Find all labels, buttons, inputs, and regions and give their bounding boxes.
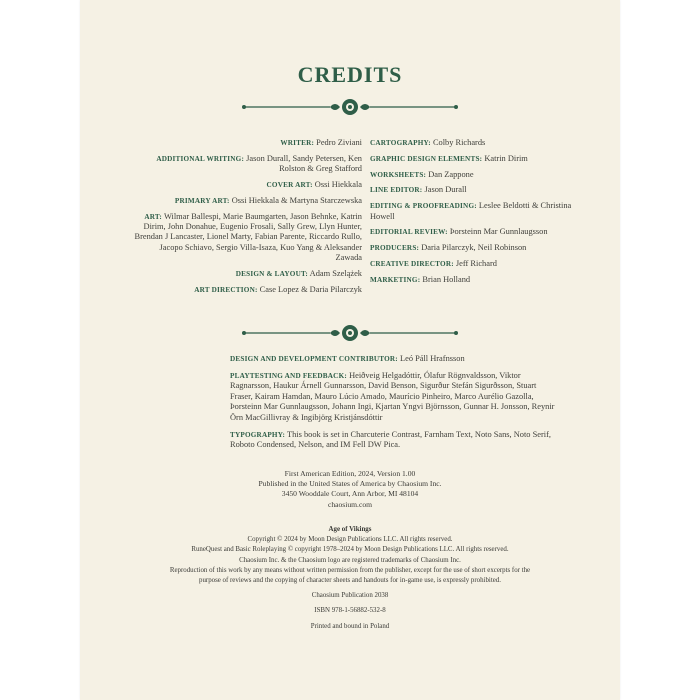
credit-entry: ART: Wilmar Ballespi, Marie Baumgarten, Jason Behnke, Katrin Dirim, John Donahue, Eugenio Frosali, Sally Grew, Llyn Hunter, Brendan J Lancaster, Lionel Marty, Fabian Parente, Riccardo Rullo, Jacopo Schiavo, Sergio Villa-Isaza, Kuo Yang & Aleksander Zawada [134,211,362,263]
edition-line: First American Edition, 2024, Version 1.00 [284,469,416,478]
copyright-line: RuneQuest and Basic Roleplaying © copyright 1978–2024 by Moon Design Publications LLC. All rights reserved. [191,546,509,554]
credit-entry: TYPOGRAPHY: This book is set in Charcuterie Contrast, Farnham Text, Noto Sans, Noto Serif, Roboto Condensed, Nelson, and IM Fell DW Pica. [230,429,551,450]
ornament-divider-middle [240,322,460,344]
credit-entry: EDITORIAL REVIEW: Þorsteinn Mar Gunnlaugsson [370,227,548,237]
credit-entry: CARTOGRAPHY: Colby Richards [370,138,486,147]
trademark-line: Chaosium Inc. & the Chaosium logo are registered trademarks of Chaosium Inc. [239,556,461,564]
contributors-section [230,354,560,457]
credit-entry: PRODUCERS: Daria Pilarczyk, Neil Robinson [370,243,527,253]
edition-info [80,469,620,510]
credit-entry: PRIMARY ART: Ossi Hiekkala & Martyna Starczewska [174,195,362,205]
page-title: CREDITS [297,62,403,87]
ornament-divider-top [240,96,460,118]
credits-right-column [370,138,580,291]
credits-left-column [132,138,362,301]
credit-entry: ART DIRECTION: Case Lopez & Daria Pilarczyk [194,284,362,294]
reproduction-notice: purpose of reviews and the copying of character sheets and handouts for in-game use, is expressly prohibited. [199,577,501,585]
website-line: chaosium.com [327,499,373,509]
credit-entry: PLAYTESTING AND FEEDBACK: Heiðveig Helgadóttir, Ólafur Rögnvaldsson, Viktor Ragnarsson, Haukur Árnell Gunnarsson, David Benson, Sigurður Stefán Sigurðsson, Stuart Fraser, Kairam Hamdan, Mauro Lúcio Amado, Maurício Pinheiro, Marco Aurélio Gazolla, Þorsteinn Mar Gunnlaugsson, Johann Ingi, Kjartan Yngvi Björnsson, Gunnar H. Jonsson, Reynir Örn MacGillivray & Ingibjörg Kristjánsdóttir [230,370,555,422]
copyright-line: Copyright © 2024 by Moon Design Publications LLC. All rights reserved. [247,536,453,544]
credit-entry: CREATIVE DIRECTOR: Jeff Richard [370,258,497,268]
credit-entry: DESIGN & LAYOUT: Adam Szelążek [235,269,362,279]
credit-entry: LINE EDITOR: Jason Durall [370,185,467,195]
legal-info [80,525,620,632]
publisher-line: Published in the United States of America by Chaosium Inc. [258,479,442,489]
printed-in: Printed and bound in Poland [310,622,390,630]
address-line: 3450 Wooddale Court, Ann Arbor, MI 48104 [281,489,419,499]
credit-entry: COVER ART: Ossi Hiekkala [266,180,362,189]
credit-entry: MARKETING: Brian Holland [370,274,471,284]
book-title: Age of Vikings [328,526,372,533]
credit-entry: GRAPHIC DESIGN ELEMENTS: Katrin Dirim [370,153,528,163]
credit-entry: ADDITIONAL WRITING: Jason Durall, Sandy Petersen, Ken Rolston & Greg Stafford [156,153,362,174]
publication-number: Chaosium Publication 2038 [311,592,389,600]
credit-entry: WRITER: Pedro Ziviani [280,138,362,147]
credit-entry: EDITING & PROOFREADING: Leslee Beldotti & Christina Howell [370,201,572,221]
credit-entry: WORKSHEETS: Dan Zappone [370,169,474,179]
credit-entry: DESIGN AND DEVELOPMENT CONTRIBUTOR: Leó Páll Hrafnsson [230,354,465,363]
isbn: ISBN 978-1-56882-532-8 [314,607,386,615]
credits-page [80,0,620,700]
reproduction-notice: Reproduction of this work by any means without written permission from the publisher, except for the use of short excerpts for the [169,566,531,574]
